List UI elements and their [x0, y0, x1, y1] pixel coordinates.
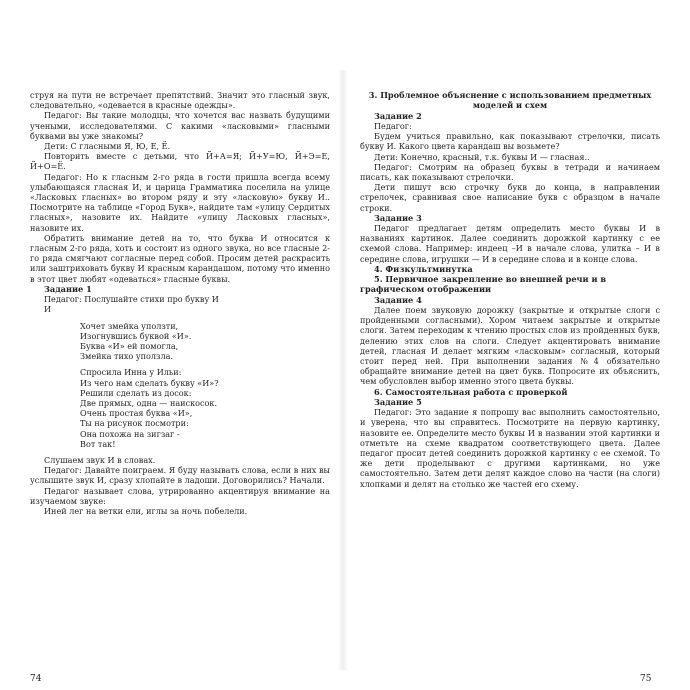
- left-page: [30, 90, 330, 516]
- page-number-right: 75: [640, 674, 652, 684]
- paragraph: Педагог называет слова, утрированно акцентируя внимание на изучаемом звуке:: [30, 485, 330, 506]
- paragraph: Педагог: Смотрим на образец буквы в тетради и начинаем писать, как показывают стрелочки.: [360, 161, 660, 182]
- paragraph: Педагог: Давайте поиграем. Я буду называть слова, если в них вы услышите звук И, сразу хлопайте в ладоши. Договорились? Начали.: [30, 465, 330, 486]
- letter-line: И: [44, 304, 52, 315]
- poem-line: Очень простая буква «И»,: [80, 408, 193, 419]
- section-heading: 4. Физкультминутка: [374, 263, 473, 274]
- poem-line: Спросила Инна у Ильи:: [80, 367, 182, 378]
- paragraph: Педагог предлагает детям определить место буквы И в названиях картинок. Далее соединить дорожкой картинку с ее схемой слова. Например: индеец –И в начале слова, улитка – И в середине слова, игрушки — И в середине слова и в конце слова.: [360, 223, 660, 264]
- poem-line: Змейка тихо уползла.: [80, 351, 173, 362]
- paragraph: Дети: Конечно, красный, т.к. буквы И — гласная..: [374, 151, 590, 162]
- task-heading: Задание 3: [374, 212, 422, 223]
- section-heading: 5. Первичное закрепление во внешней речи и в графическом отображении: [360, 274, 607, 295]
- paragraph: Обратить внимание детей на то, что буква И относится к гласным 2-го ряда, хоть и состоит из одного звука, но все гласные 2-го ряда смягчают согласные перед собой. Просим детей раскрасить или заштриховать букву И красным карандашом, потому что именно в этот цвет любят «одеваться» гласные буквы.: [30, 232, 330, 284]
- poem-2: [80, 367, 330, 449]
- paragraph: Педагог: Послушайте стихи про букву И: [44, 294, 219, 305]
- paragraph: Будем учиться правильно, как показывают стрелочки, писать букву И. Какого цвета карандаш вы возьмете?: [360, 131, 660, 152]
- paragraph: Иней лег на ветки ели, иглы за ночь побелели.: [44, 506, 248, 517]
- poem-line: Две прямых, одна — наискосок.: [80, 397, 218, 408]
- poem-line: Вот так!: [80, 438, 116, 449]
- paragraph: Слушаем звук И в словах.: [44, 455, 156, 465]
- poem-line: Решили сделать из досок:: [80, 387, 192, 398]
- paragraph: струя на пути не встречает препятствий. Значит это гласный звук, следовательно, «одевается в красные одежды».: [30, 90, 330, 111]
- poem-1: [80, 321, 330, 362]
- book-gutter: [338, 70, 348, 670]
- poem-line: Она похожа на зигзаг -: [80, 428, 180, 439]
- right-page: [360, 90, 660, 489]
- paragraph: Педагог: Это задание я попрошу вас выполнить самостоятельно, и уверена, что вы справитесь. Посмотрите на первую картинку, назовите ее. Определите место буквы И в названии этой картинки и отметьте на схеме квадратом соответствующего цвета. Далее педагог просит детей соединить дорожкой картинку с ее схемой. То же дети проделывают с другими картинками, но уже самостоятельно. Затем дети делят каждое слово на части (на слоги) хлопками и делят на столько же частей его схему.: [360, 407, 660, 489]
- section-heading: 3. Проблемное объяснение с использованием предметных моделей и схем: [368, 90, 652, 111]
- task-heading: Задание 4: [374, 294, 422, 305]
- task-heading: Задание 5: [374, 396, 422, 407]
- poem-line: Хочет змейка уползти,: [80, 320, 179, 331]
- poem-line: Изогнувшись буквой «И».: [80, 330, 192, 341]
- paragraph: Дети пишут всю строчку букв до конца, в направлении стрелочек, сравнивая свое написание букв с образцом в начале строки.: [360, 182, 660, 213]
- task-heading: Задание 2: [374, 110, 422, 121]
- poem-line: Буква «И» ей помогла,: [80, 340, 179, 351]
- poem-line: Ты на рисунок посмотри:: [80, 418, 189, 429]
- section-heading: 6. Самостоятельная работа с проверкой: [374, 386, 568, 397]
- paragraph: Далее поем звуковую дорожку (закрытые и открытые слоги с пройденными согласными). Хором читаем закрытые и открытые слоги. Затем переходим к чтению простых слов из пройденных букв, делению этих слов на слоги. Следует акцентировать внимание детей, гласная И делает мягким «ласковым» согласный, который стоит перед ней. При выполнении задания №4 обязательно обращайте внимание детей на цвет букв. Попросите их объяснить, чем обусловлен выбор именно этого цвета буквы.: [360, 305, 660, 387]
- page-number-left: 74: [30, 674, 42, 684]
- paragraph: Педагог:: [374, 120, 412, 131]
- paragraph: Повторить вместе с детьми, что Й+А=Я; Й+У=Ю, Й+Э=Е, Й+О=Ё.: [30, 151, 330, 172]
- paragraph: Дети: С гласными Я, Ю, Е, Ё.: [44, 141, 171, 152]
- paragraph: Педагог: Вы такие молодцы, что хочется вас назвать будущими учеными, исследователями. С какими «ласковыми» гласными буквами вы уже знакомы?: [30, 110, 330, 141]
- poem-line: Из чего нам сделать букву «И»?: [80, 377, 219, 388]
- task-heading: Задание 1: [44, 283, 92, 294]
- paragraph: Педагог: Но к гласным 2-го ряда в гости пришла всегда всему улыбающаяся гласная И, и царица Грамматика поселила на улице «Ласковых гласных» во втором ряду и эту «ласковую» букву И.. Посмотрите на таблице «Город Букв», найдите там «улицу Сердитых гласных», назовите их. Найдите «улицу Ласковых гласных», назовите их.: [30, 171, 330, 233]
